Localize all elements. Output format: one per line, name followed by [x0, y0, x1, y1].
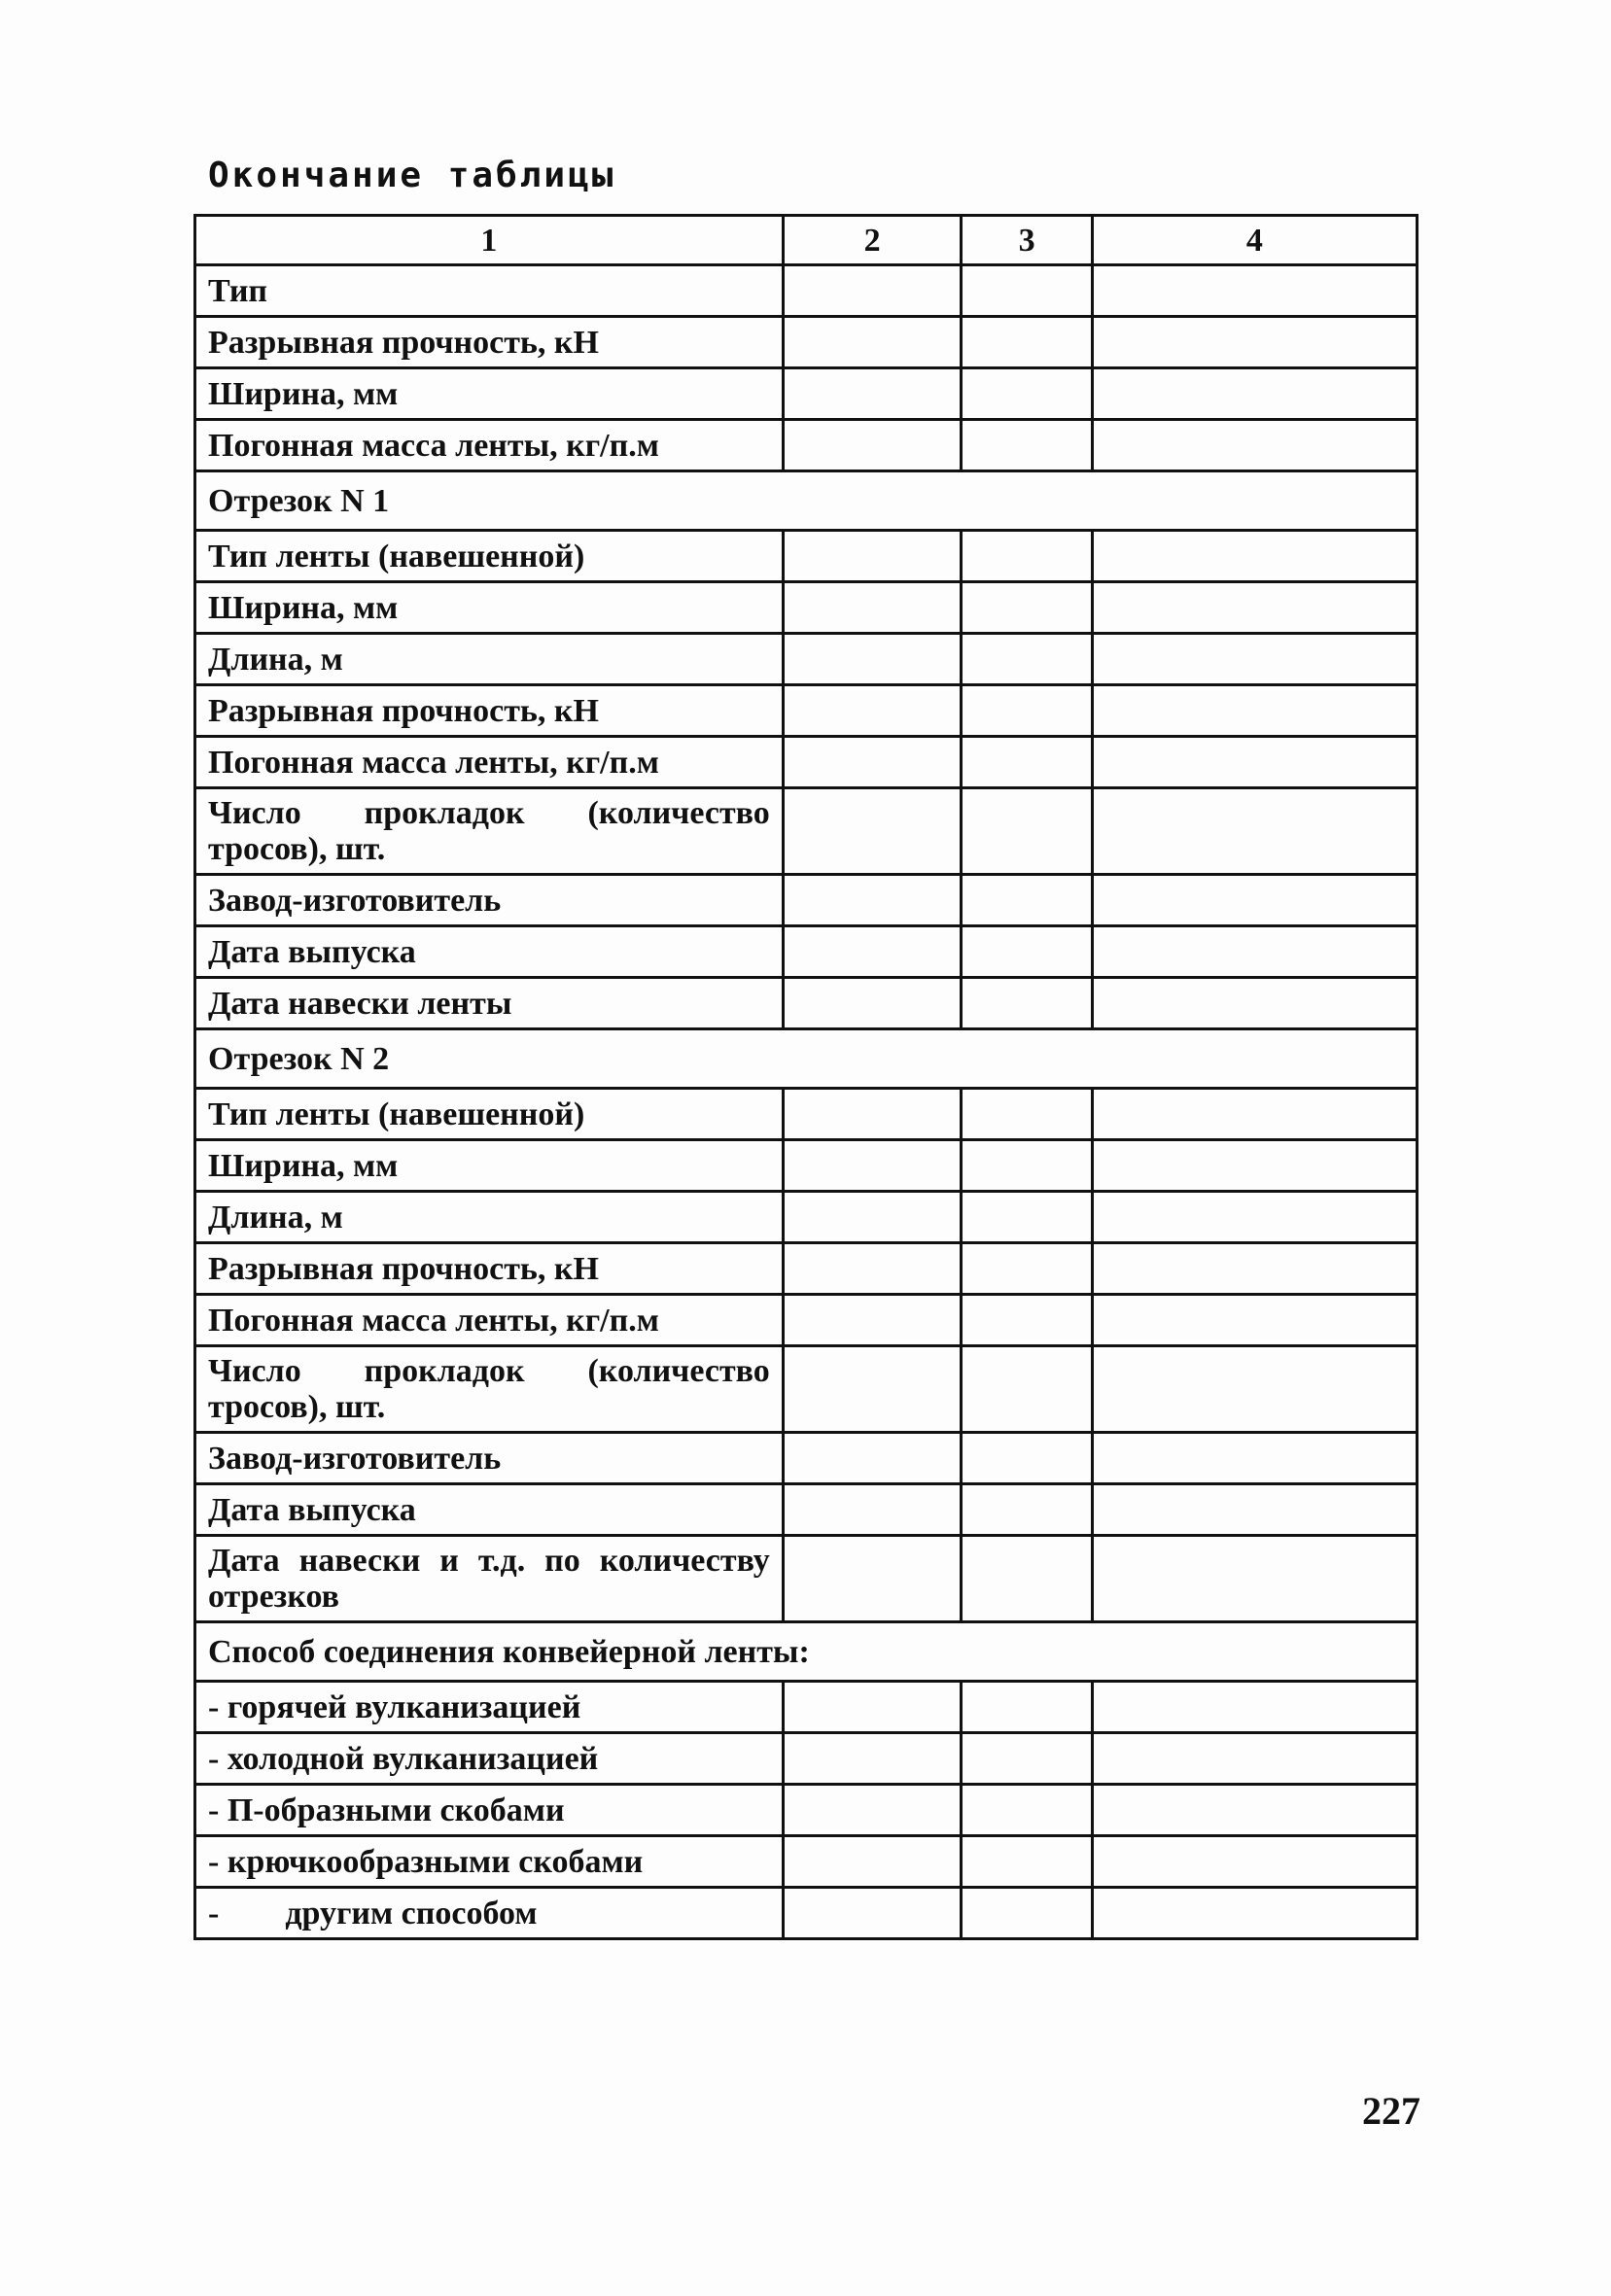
empty-cell-col-4: [1092, 265, 1417, 317]
empty-cell-col-2: [783, 875, 962, 926]
empty-cell-col-3: [962, 1888, 1092, 1939]
section-label: Отрезок N 2: [195, 1029, 1418, 1089]
empty-cell-col-4: [1092, 1140, 1417, 1192]
row-label: Погонная масса ленты, кг/п.м: [195, 737, 784, 788]
row-label: Длина, м: [195, 634, 784, 685]
table-row: [195, 1243, 1418, 1295]
empty-cell-col-2: [783, 368, 962, 420]
header-cell-1: 1: [195, 216, 784, 265]
empty-cell-col-3: [962, 978, 1092, 1029]
row-label: Ширина, мм: [195, 582, 784, 634]
empty-cell-col-3: [962, 1192, 1092, 1243]
table-row: [195, 1140, 1418, 1192]
empty-cell-col-4: [1092, 1836, 1417, 1888]
table-row: [195, 685, 1418, 737]
row-label: - крючкообразными скобами: [195, 1836, 784, 1888]
empty-cell-col-2: [783, 420, 962, 471]
empty-cell-col-4: [1092, 685, 1417, 737]
table-row: [195, 1536, 1418, 1622]
empty-cell-col-3: [962, 926, 1092, 978]
empty-cell-col-3: [962, 788, 1092, 875]
empty-cell-col-3: [962, 1295, 1092, 1346]
row-label: Ширина, мм: [195, 368, 784, 420]
empty-cell-col-4: [1092, 582, 1417, 634]
empty-cell-col-3: [962, 634, 1092, 685]
table-row: [195, 1295, 1418, 1346]
row-label: Ширина, мм: [195, 1140, 784, 1192]
empty-cell-col-3: [962, 875, 1092, 926]
empty-cell-col-2: [783, 685, 962, 737]
empty-cell-col-2: [783, 582, 962, 634]
table-row: [195, 1433, 1418, 1484]
empty-cell-col-4: [1092, 1192, 1417, 1243]
empty-cell-col-4: [1092, 1089, 1417, 1140]
table-row: [195, 978, 1418, 1029]
empty-cell-col-4: [1092, 1785, 1417, 1836]
section-row: [195, 471, 1418, 531]
empty-cell-col-4: [1092, 1243, 1417, 1295]
empty-cell-col-3: [962, 1484, 1092, 1536]
empty-cell-col-3: [962, 317, 1092, 368]
empty-cell-col-4: [1092, 875, 1417, 926]
row-label: Дата навески и т.д. по количеству отрезков: [195, 1536, 784, 1622]
table-row: [195, 875, 1418, 926]
table-row: [195, 420, 1418, 471]
empty-cell-col-3: [962, 368, 1092, 420]
table-row: [195, 1733, 1418, 1785]
row-label: Погонная масса ленты, кг/п.м: [195, 420, 784, 471]
empty-cell-col-3: [962, 1140, 1092, 1192]
empty-cell-col-2: [783, 531, 962, 582]
empty-cell-col-4: [1092, 1433, 1417, 1484]
row-label: Число прокладок (количество тросов), шт.: [195, 1346, 784, 1433]
empty-cell-col-2: [783, 1140, 962, 1192]
table-row: [195, 1785, 1418, 1836]
empty-cell-col-3: [962, 737, 1092, 788]
table-row: [195, 1192, 1418, 1243]
empty-cell-col-3: [962, 1785, 1092, 1836]
empty-cell-col-3: [962, 420, 1092, 471]
empty-cell-col-2: [783, 1089, 962, 1140]
empty-cell-col-2: [783, 1484, 962, 1536]
empty-cell-col-2: [783, 788, 962, 875]
table-row: [195, 1346, 1418, 1433]
empty-cell-col-4: [1092, 1733, 1417, 1785]
empty-cell-col-2: [783, 1785, 962, 1836]
row-label: Разрывная прочность, кН: [195, 685, 784, 737]
empty-cell-col-3: [962, 685, 1092, 737]
empty-cell-col-2: [783, 1888, 962, 1939]
empty-cell-col-4: [1092, 1484, 1417, 1536]
row-label: Погонная масса ленты, кг/п.м: [195, 1295, 784, 1346]
empty-cell-col-3: [962, 531, 1092, 582]
empty-cell-col-3: [962, 1089, 1092, 1140]
empty-cell-col-2: [783, 317, 962, 368]
empty-cell-col-3: [962, 1536, 1092, 1622]
table-row: [195, 1682, 1418, 1733]
empty-cell-col-3: [962, 1433, 1092, 1484]
empty-cell-col-2: [783, 1733, 962, 1785]
empty-cell-col-4: [1092, 926, 1417, 978]
section-label: Отрезок N 1: [195, 471, 1418, 531]
row-label: Длина, м: [195, 1192, 784, 1243]
empty-cell-col-2: [783, 1836, 962, 1888]
empty-cell-col-4: [1092, 420, 1417, 471]
table-row: [195, 1089, 1418, 1140]
empty-cell-col-2: [783, 1433, 962, 1484]
empty-cell-col-2: [783, 1192, 962, 1243]
empty-cell-col-4: [1092, 1295, 1417, 1346]
empty-cell-col-4: [1092, 788, 1417, 875]
empty-cell-col-4: [1092, 1536, 1417, 1622]
table-row: [195, 1836, 1418, 1888]
row-label: Дата навески ленты: [195, 978, 784, 1029]
row-label: Тип ленты (навешенной): [195, 1089, 784, 1140]
table-row: [195, 582, 1418, 634]
empty-cell-col-4: [1092, 317, 1417, 368]
empty-cell-col-4: [1092, 531, 1417, 582]
row-label: Тип ленты (навешенной): [195, 531, 784, 582]
empty-cell-col-2: [783, 1346, 962, 1433]
empty-cell-col-3: [962, 1836, 1092, 1888]
empty-cell-col-3: [962, 265, 1092, 317]
table-row: [195, 788, 1418, 875]
section-label: Способ соединения конвейерной ленты:: [195, 1622, 1418, 1682]
empty-cell-col-4: [1092, 368, 1417, 420]
header-cell-3: 3: [962, 216, 1092, 265]
row-label: Тип: [195, 265, 784, 317]
empty-cell-col-2: [783, 265, 962, 317]
empty-cell-col-2: [783, 1682, 962, 1733]
empty-cell-col-2: [783, 1536, 962, 1622]
header-row: [195, 216, 1418, 265]
table-caption: Окончание таблицы: [208, 156, 616, 195]
empty-cell-col-2: [783, 926, 962, 978]
table-row: [195, 1888, 1418, 1939]
empty-cell-col-4: [1092, 1346, 1417, 1433]
empty-cell-col-3: [962, 1346, 1092, 1433]
table-row: [195, 531, 1418, 582]
empty-cell-col-4: [1092, 978, 1417, 1029]
table-row: [195, 265, 1418, 317]
page-number: 227: [1362, 2089, 1420, 2133]
empty-cell-col-2: [783, 978, 962, 1029]
header-cell-2: 2: [783, 216, 962, 265]
table-row: [195, 368, 1418, 420]
empty-cell-col-4: [1092, 634, 1417, 685]
table-row: [195, 634, 1418, 685]
table-row: [195, 1484, 1418, 1536]
header-cell-4: 4: [1092, 216, 1417, 265]
empty-cell-col-2: [783, 634, 962, 685]
table-row: [195, 317, 1418, 368]
empty-cell-col-4: [1092, 737, 1417, 788]
row-label: - другим способом: [195, 1888, 784, 1939]
table-row: [195, 737, 1418, 788]
row-label: Разрывная прочность, кН: [195, 317, 784, 368]
empty-cell-col-2: [783, 1243, 962, 1295]
table-row: [195, 926, 1418, 978]
row-label: Число прокладок (количество тросов), шт.: [195, 788, 784, 875]
empty-cell-col-2: [783, 737, 962, 788]
row-label: - холодной вулканизацией: [195, 1733, 784, 1785]
row-label: Разрывная прочность, кН: [195, 1243, 784, 1295]
row-label: - горячей вулканизацией: [195, 1682, 784, 1733]
row-label: Дата выпуска: [195, 1484, 784, 1536]
empty-cell-col-4: [1092, 1682, 1417, 1733]
empty-cell-col-3: [962, 1243, 1092, 1295]
empty-cell-col-3: [962, 1733, 1092, 1785]
empty-cell-col-4: [1092, 1888, 1417, 1939]
row-label: Завод-изготовитель: [195, 875, 784, 926]
section-row: [195, 1622, 1418, 1682]
row-label: - П-образными скобами: [195, 1785, 784, 1836]
row-label: Завод-изготовитель: [195, 1433, 784, 1484]
empty-cell-col-3: [962, 582, 1092, 634]
section-row: [195, 1029, 1418, 1089]
empty-cell-col-2: [783, 1295, 962, 1346]
row-label: Дата выпуска: [195, 926, 784, 978]
empty-cell-col-3: [962, 1682, 1092, 1733]
data-table: [193, 214, 1418, 1940]
